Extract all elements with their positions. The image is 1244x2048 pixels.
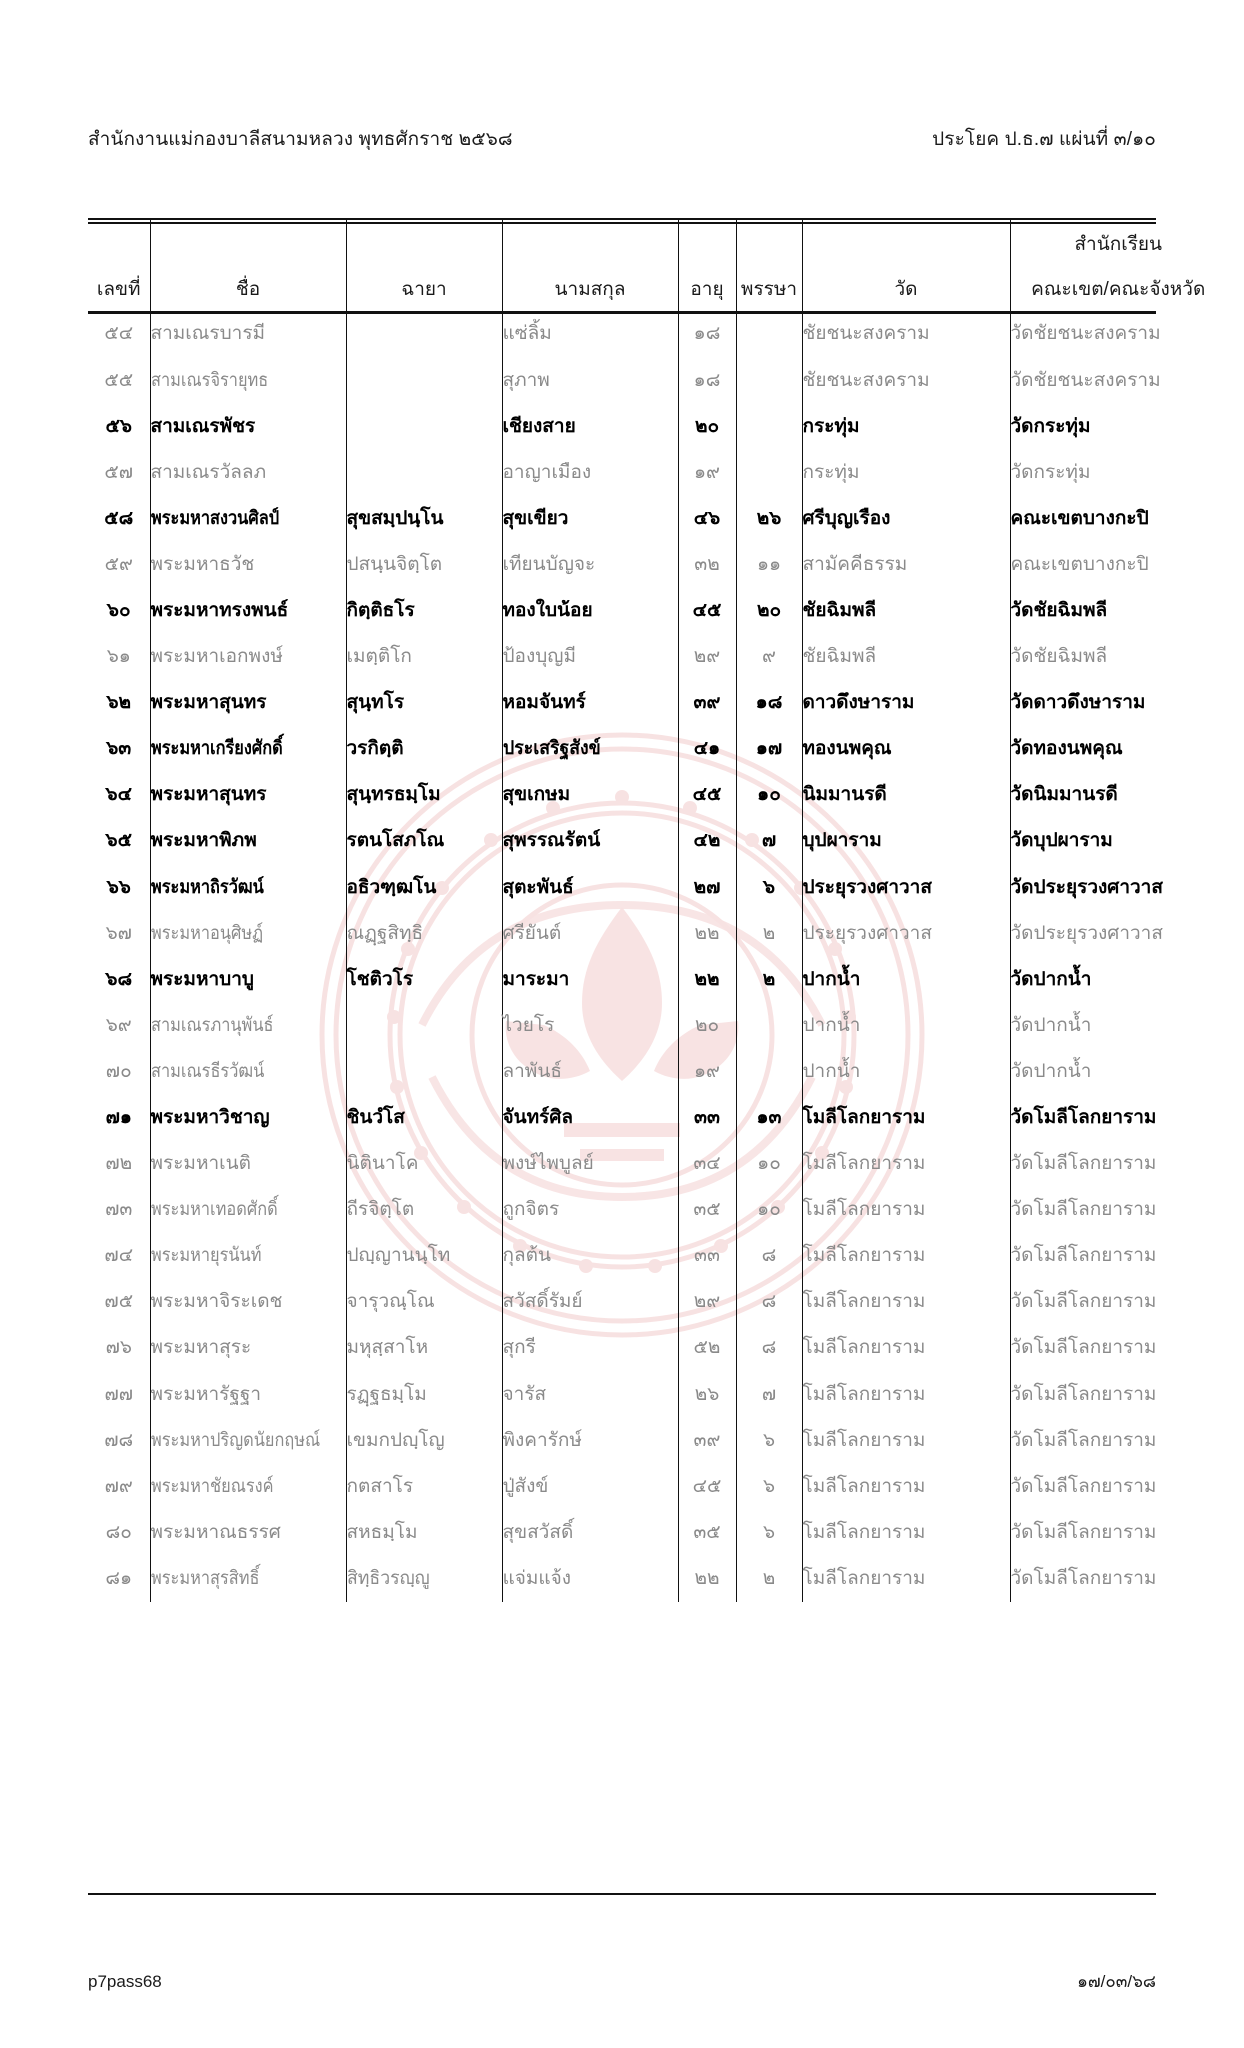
table-row	[88, 634, 1226, 680]
cell-chaya: วรกิตฺติ	[346, 726, 502, 772]
cell-surname-text: ประเสริฐสังข์	[502, 738, 601, 760]
table-row	[88, 772, 1226, 818]
cell-pansa: ๑๐	[736, 772, 802, 818]
cell-pansa: ๑๐	[736, 1141, 802, 1187]
cell-name-text: พระมหาถิรวัฒน์	[150, 876, 264, 898]
cell-temple: โมลีโลกยาราม	[802, 1325, 1010, 1371]
cell-temple: ชัยฉิมพลี	[802, 634, 1010, 680]
cell-pansa	[736, 1049, 802, 1095]
cell-surname: ถูกจิตร	[502, 1187, 678, 1233]
cell-name	[150, 726, 346, 772]
cell-chaya: โชติวโร	[346, 956, 502, 1002]
cell-name: พระมหาสุนทร	[150, 680, 346, 726]
cell-office: วัดโมลีโลกยาราม	[1010, 1509, 1226, 1555]
cell-pansa: ๑๗	[736, 726, 802, 772]
cell-temple: ศรีบุญเรือง	[802, 495, 1010, 541]
cell-age: ๔๑	[678, 726, 736, 772]
table-header-row	[88, 218, 1226, 311]
cell-office: วัดโมลีโลกยาราม	[1010, 1417, 1226, 1463]
cell-name-text: พระมหาชัยณรงค์	[150, 1475, 274, 1497]
cell-temple: สามัคคีธรรม	[802, 541, 1010, 587]
cell-age: ๓๓	[678, 1233, 736, 1279]
cell-surname: ทองใบน้อย	[502, 588, 678, 634]
cell-surname: ไวยโร	[502, 1002, 678, 1048]
cell-surname: กุลต้น	[502, 1233, 678, 1279]
cell-pansa	[736, 449, 802, 495]
column-header-surname	[502, 218, 678, 311]
cell-name	[150, 1187, 346, 1233]
cell-number: ๗๔	[88, 1233, 150, 1279]
cell-number: ๘๑	[88, 1556, 150, 1602]
cell-surname: สุกรี	[502, 1325, 678, 1371]
table-header-rule	[88, 311, 1156, 314]
cell-name: สามเณรบารมี	[150, 311, 346, 357]
cell-chaya: กตสาโร	[346, 1463, 502, 1509]
table-row	[88, 449, 1226, 495]
cell-age: ๔๕	[678, 772, 736, 818]
cell-name-text: สามเณรธีรวัฒน์	[150, 1060, 264, 1082]
cell-age: ๒๒	[678, 956, 736, 1002]
cell-number: ๕๔	[88, 311, 150, 357]
cell-name-text: พระมหาสงวนศิลป์	[150, 507, 279, 529]
table-row	[88, 910, 1226, 956]
cell-temple: โมลีโลกยาราม	[802, 1463, 1010, 1509]
cell-pansa: ๙	[736, 634, 802, 680]
cell-name	[150, 864, 346, 910]
cell-temple: ชัยฉิมพลี	[802, 588, 1010, 634]
cell-office: วัดโมลีโลกยาราม	[1010, 1279, 1226, 1325]
table-row	[88, 495, 1226, 541]
cell-office: วัดโมลีโลกยาราม	[1010, 1325, 1226, 1371]
cell-office: วัดปากน้ำ	[1010, 956, 1226, 1002]
cell-surname: สุภาพ	[502, 357, 678, 403]
cell-temple: ประยุรวงศาวาส	[802, 910, 1010, 956]
cell-age: ๔๖	[678, 495, 736, 541]
cell-name	[150, 1463, 346, 1509]
cell-age: ๓๕	[678, 1509, 736, 1555]
cell-surname: อาญาเมือง	[502, 449, 678, 495]
cell-number: ๘๐	[88, 1509, 150, 1555]
cell-name-text: พระมหาเทอดศักดิ์	[150, 1199, 278, 1221]
cell-pansa: ๑๐	[736, 1187, 802, 1233]
cell-office: วัดชัยชนะสงคราม	[1010, 357, 1226, 403]
cell-surname: หอมจันทร์	[502, 680, 678, 726]
cell-office: วัดโมลีโลกยาราม	[1010, 1463, 1226, 1509]
cell-office: วัดปากน้ำ	[1010, 1049, 1226, 1095]
cell-number: ๖๔	[88, 772, 150, 818]
cell-temple: ชัยชนะสงคราม	[802, 357, 1010, 403]
cell-name: สามเณรวัลลภ	[150, 449, 346, 495]
cell-age: ๓๙	[678, 680, 736, 726]
table-row	[88, 541, 1226, 587]
cell-surname: เชียงสาย	[502, 403, 678, 449]
cell-office: วัดประยุรวงศาวาส	[1010, 910, 1226, 956]
cell-age: ๒๙	[678, 634, 736, 680]
cell-pansa: ๖	[736, 1417, 802, 1463]
cell-number: ๗๓	[88, 1187, 150, 1233]
cell-chaya: เมตฺติโก	[346, 634, 502, 680]
cell-number: ๕๕	[88, 357, 150, 403]
cell-pansa: ๖	[736, 864, 802, 910]
table-row	[88, 357, 1226, 403]
column-header-office-top-label: สำนักเรียน	[1074, 233, 1163, 255]
cell-pansa	[736, 403, 802, 449]
results-table-container	[88, 218, 1206, 1602]
cell-chaya: ปญฺญานนฺโท	[346, 1233, 502, 1279]
cell-temple: โมลีโลกยาราม	[802, 1371, 1010, 1417]
table-row	[88, 1417, 1226, 1463]
results-table	[88, 218, 1226, 1602]
cell-temple: ทองนพคุณ	[802, 726, 1010, 772]
cell-age: ๑๘	[678, 311, 736, 357]
cell-temple: โมลีโลกยาราม	[802, 1509, 1010, 1555]
cell-name: พระมหาณธรรศ	[150, 1509, 346, 1555]
cell-number: ๗๗	[88, 1371, 150, 1417]
cell-name	[150, 495, 346, 541]
cell-age: ๒๒	[678, 910, 736, 956]
cell-number: ๕๗	[88, 449, 150, 495]
cell-name: พระมหารัฐฐา	[150, 1371, 346, 1417]
cell-surname: สุขสวัสดิ์	[502, 1509, 678, 1555]
cell-chaya	[346, 1049, 502, 1095]
cell-pansa: ๗	[736, 818, 802, 864]
cell-chaya: สุนฺทโร	[346, 680, 502, 726]
cell-surname	[502, 726, 678, 772]
cell-age: ๓๕	[678, 1187, 736, 1233]
cell-office: วัดโมลีโลกยาราม	[1010, 1187, 1226, 1233]
cell-pansa: ๖	[736, 1463, 802, 1509]
column-header-chaya-label: ฉายา	[401, 279, 447, 300]
cell-age: ๓๓	[678, 1095, 736, 1141]
cell-office: วัดโมลีโลกยาราม	[1010, 1095, 1226, 1141]
table-row	[88, 1325, 1226, 1371]
cell-chaya	[346, 1002, 502, 1048]
cell-temple: ปากน้ำ	[802, 956, 1010, 1002]
cell-name: พระมหาสุนทร	[150, 772, 346, 818]
cell-chaya	[346, 403, 502, 449]
cell-office: วัดชัยฉิมพลี	[1010, 634, 1226, 680]
table-head	[88, 218, 1226, 311]
cell-office: วัดทองนพคุณ	[1010, 726, 1226, 772]
cell-age: ๒๖	[678, 1371, 736, 1417]
cell-name: พระมหาเนติ	[150, 1141, 346, 1187]
cell-temple: ประยุรวงศาวาส	[802, 864, 1010, 910]
cell-temple: โมลีโลกยาราม	[802, 1095, 1010, 1141]
column-header-name-label: ชื่อ	[235, 279, 261, 300]
cell-pansa: ๑๑	[736, 541, 802, 587]
footer-file-label: p7pass68	[88, 1971, 162, 1991]
cell-name: พระมหาจิระเดช	[150, 1279, 346, 1325]
cell-number: ๖๓	[88, 726, 150, 772]
cell-pansa: ๒๖	[736, 495, 802, 541]
table-row	[88, 1509, 1226, 1555]
cell-chaya: ปสนฺนจิตฺโต	[346, 541, 502, 587]
cell-name	[150, 1556, 346, 1602]
cell-surname: เทียนบัญจะ	[502, 541, 678, 587]
cell-temple: ดาวดึงษาราม	[802, 680, 1010, 726]
table-row	[88, 956, 1226, 1002]
cell-pansa	[736, 311, 802, 357]
cell-office: วัดปากน้ำ	[1010, 1002, 1226, 1048]
cell-pansa: ๒	[736, 910, 802, 956]
cell-temple: บุปผาราม	[802, 818, 1010, 864]
cell-number: ๗๘	[88, 1417, 150, 1463]
cell-chaya: ณฏฺฐสิทฺธิ	[346, 910, 502, 956]
cell-pansa: ๗	[736, 1371, 802, 1417]
cell-temple: โมลีโลกยาราม	[802, 1233, 1010, 1279]
cell-office: วัดดาวดึงษาราม	[1010, 680, 1226, 726]
cell-chaya: ชินวํโส	[346, 1095, 502, 1141]
cell-name	[150, 1002, 346, 1048]
cell-surname: ศรียันต์	[502, 910, 678, 956]
cell-office: วัดโมลีโลกยาราม	[1010, 1233, 1226, 1279]
cell-surname: สุขเขียว	[502, 495, 678, 541]
table-row	[88, 1002, 1226, 1048]
cell-chaya	[346, 449, 502, 495]
cell-pansa	[736, 357, 802, 403]
cell-number: ๖๕	[88, 818, 150, 864]
cell-chaya: รตนโสภโณ	[346, 818, 502, 864]
cell-chaya: มหุสฺสาโห	[346, 1325, 502, 1371]
cell-pansa: ๑๓	[736, 1095, 802, 1141]
cell-name: พระมหาสุระ	[150, 1325, 346, 1371]
cell-name-text: พระมหาเกรียงศักดิ์	[150, 738, 283, 760]
cell-number: ๖๑	[88, 634, 150, 680]
cell-office: วัดประยุรวงศาวาส	[1010, 864, 1226, 910]
cell-surname: มาระมา	[502, 956, 678, 1002]
running-head-left: สำนักงานแม่กองบาลีสนามหลวง พุทธศักราช ๒๕๖๘	[88, 129, 513, 150]
table-row	[88, 588, 1226, 634]
cell-temple: โมลีโลกยาราม	[802, 1417, 1010, 1463]
cell-name	[150, 357, 346, 403]
cell-office: วัดบุปผาราม	[1010, 818, 1226, 864]
cell-office: วัดชัยฉิมพลี	[1010, 588, 1226, 634]
cell-age: ๒๙	[678, 1279, 736, 1325]
cell-age: ๓๙	[678, 1417, 736, 1463]
cell-name-text: พระมหายุรนันท์	[150, 1245, 262, 1267]
cell-name-text: พระมหาปริญดนัยกฤษณ์	[150, 1429, 320, 1451]
table-row	[88, 1463, 1226, 1509]
cell-chaya	[346, 311, 502, 357]
cell-age: ๓๒	[678, 541, 736, 587]
column-header-office-label: คณะเขต/คณะจังหวัด	[1031, 279, 1206, 301]
cell-temple: ชัยชนะสงคราม	[802, 311, 1010, 357]
cell-age: ๔๕	[678, 588, 736, 634]
cell-surname: พงษ์ไพบูลย์	[502, 1141, 678, 1187]
cell-number: ๖๐	[88, 588, 150, 634]
table-body	[88, 311, 1226, 1602]
cell-temple: กระทุ่ม	[802, 403, 1010, 449]
cell-name-text: สามเณรจิรายุทธ	[150, 369, 268, 391]
cell-age: ๓๔	[678, 1141, 736, 1187]
table-row	[88, 403, 1226, 449]
cell-name	[150, 1049, 346, 1095]
cell-number: ๕๖	[88, 403, 150, 449]
cell-surname: สุพรรณรัตน์	[502, 818, 678, 864]
column-header-pansa	[736, 218, 802, 311]
cell-chaya: รฏฺฐธมฺโม	[346, 1371, 502, 1417]
cell-office: วัดโมลีโลกยาราม	[1010, 1556, 1226, 1602]
table-row	[88, 1187, 1226, 1233]
cell-name: สามเณรพัชร	[150, 403, 346, 449]
cell-age: ๒๗	[678, 864, 736, 910]
cell-name	[150, 1233, 346, 1279]
cell-pansa: ๖	[736, 1509, 802, 1555]
cell-temple: โมลีโลกยาราม	[802, 1556, 1010, 1602]
cell-temple: ปากน้ำ	[802, 1049, 1010, 1095]
running-head-right: ประโยค ป.ธ.๗ แผ่นที่ ๓/๑๐	[932, 129, 1156, 150]
cell-office: วัดโมลีโลกยาราม	[1010, 1141, 1226, 1187]
cell-temple: ปากน้ำ	[802, 1002, 1010, 1048]
table-row	[88, 726, 1226, 772]
cell-number: ๖๙	[88, 1002, 150, 1048]
cell-pansa: ๘	[736, 1233, 802, 1279]
cell-name-text: พระมหาอนุศิษฏ์	[150, 922, 263, 944]
cell-pansa: ๑๘	[736, 680, 802, 726]
table-row	[88, 1279, 1226, 1325]
cell-chaya: สหธมฺโม	[346, 1509, 502, 1555]
cell-surname: สวัสดิ์รัมย์	[502, 1279, 678, 1325]
cell-chaya: สุขสมฺปนฺโน	[346, 495, 502, 541]
table-bottom-rule	[88, 1893, 1156, 1895]
cell-name: พระมหาทรงพนธ์	[150, 588, 346, 634]
table-row	[88, 1371, 1226, 1417]
cell-name	[150, 910, 346, 956]
cell-name: พระมหาเอกพงษ์	[150, 634, 346, 680]
cell-pansa: ๘	[736, 1325, 802, 1371]
cell-temple: นิมมานรดี	[802, 772, 1010, 818]
cell-surname: ป้องบุญมี	[502, 634, 678, 680]
column-header-age-label: อายุ	[690, 279, 724, 300]
cell-age: ๑๙	[678, 1049, 736, 1095]
cell-surname: แซ่ลิ้ม	[502, 311, 678, 357]
cell-number: ๗๖	[88, 1325, 150, 1371]
cell-chaya: จารุวณฺโณ	[346, 1279, 502, 1325]
cell-number: ๗๐	[88, 1049, 150, 1095]
cell-surname: จารัส	[502, 1371, 678, 1417]
cell-number: ๗๕	[88, 1279, 150, 1325]
cell-age: ๒๐	[678, 403, 736, 449]
table-top-double-rule	[88, 218, 1156, 224]
cell-surname: ลาพันธ์	[502, 1049, 678, 1095]
cell-chaya: กิตฺติธโร	[346, 588, 502, 634]
cell-age: ๑๘	[678, 357, 736, 403]
page-footer	[0, 1968, 1244, 1995]
cell-age: ๑๙	[678, 449, 736, 495]
cell-office: คณะเขตบางกะปิ	[1010, 541, 1226, 587]
table-row	[88, 1233, 1226, 1279]
running-head	[0, 122, 1244, 156]
cell-age: ๕๒	[678, 1325, 736, 1371]
table-row	[88, 1556, 1226, 1602]
column-header-number-label: เลขที่	[96, 279, 141, 300]
cell-surname: จันทร์ศิล	[502, 1095, 678, 1141]
cell-office: วัดกระทุ่ม	[1010, 449, 1226, 495]
cell-name	[150, 1417, 346, 1463]
cell-surname: สุตะพันธ์	[502, 864, 678, 910]
cell-temple: โมลีโลกยาราม	[802, 1141, 1010, 1187]
cell-number: ๕๙	[88, 541, 150, 587]
cell-chaya: นิตินาโค	[346, 1141, 502, 1187]
cell-age: ๔๒	[678, 818, 736, 864]
cell-age: ๒๐	[678, 1002, 736, 1048]
cell-office: วัดชัยชนะสงคราม	[1010, 311, 1226, 357]
cell-name: พระมหาพิภพ	[150, 818, 346, 864]
column-header-pansa-label: พรรษา	[740, 279, 798, 300]
cell-number: ๗๒	[88, 1141, 150, 1187]
cell-name-text: สามเณรภานุพันธ์	[150, 1014, 273, 1036]
cell-number: ๗๙	[88, 1463, 150, 1509]
cell-chaya	[346, 357, 502, 403]
cell-chaya-text: สิทฺธิวรญฺญู	[346, 1567, 430, 1589]
column-header-temple	[802, 218, 1010, 311]
footer-date: ๑๗/๐๓/๖๘	[1077, 1972, 1156, 1991]
cell-surname: ปู่สังข์	[502, 1463, 678, 1509]
cell-office: วัดนิมมานรดี	[1010, 772, 1226, 818]
table-row	[88, 680, 1226, 726]
column-header-office	[1010, 218, 1226, 311]
cell-surname: พิงคารักษ์	[502, 1417, 678, 1463]
cell-office: วัดกระทุ่ม	[1010, 403, 1226, 449]
cell-temple: โมลีโลกยาราม	[802, 1279, 1010, 1325]
cell-pansa: ๒๐	[736, 588, 802, 634]
cell-chaya	[346, 1556, 502, 1602]
column-header-temple-label: วัด	[894, 279, 918, 300]
table-row	[88, 864, 1226, 910]
cell-name: พระมหาธวัช	[150, 541, 346, 587]
cell-surname: สุขเกษม	[502, 772, 678, 818]
cell-chaya: ถีรจิตฺโต	[346, 1187, 502, 1233]
cell-office: คณะเขตบางกะปิ	[1010, 495, 1226, 541]
cell-number: ๖๖	[88, 864, 150, 910]
cell-number: ๕๘	[88, 495, 150, 541]
cell-pansa	[736, 1002, 802, 1048]
cell-number: ๖๒	[88, 680, 150, 726]
cell-temple: กระทุ่ม	[802, 449, 1010, 495]
table-row	[88, 1049, 1226, 1095]
column-header-name	[150, 218, 346, 311]
cell-name: พระมหาบาบู	[150, 956, 346, 1002]
cell-chaya: เขมกปญฺโญ	[346, 1417, 502, 1463]
cell-age: ๒๒	[678, 1556, 736, 1602]
table-row	[88, 1095, 1226, 1141]
cell-number: ๗๑	[88, 1095, 150, 1141]
cell-number: ๖๗	[88, 910, 150, 956]
column-header-number	[88, 218, 150, 311]
cell-pansa: ๒	[736, 956, 802, 1002]
cell-age: ๔๕	[678, 1463, 736, 1509]
cell-name-text: พระมหาสุรสิทธิ์	[150, 1567, 260, 1589]
table-row	[88, 818, 1226, 864]
cell-pansa: ๒	[736, 1556, 802, 1602]
column-header-age	[678, 218, 736, 311]
cell-pansa: ๘	[736, 1279, 802, 1325]
cell-office: วัดโมลีโลกยาราม	[1010, 1371, 1226, 1417]
column-header-surname-label: นามสกุล	[554, 279, 626, 300]
cell-number: ๖๘	[88, 956, 150, 1002]
cell-chaya: อธิวฑฺฒโน	[346, 864, 502, 910]
column-header-chaya	[346, 218, 502, 311]
cell-surname: แจ่มแจ้ง	[502, 1556, 678, 1602]
cell-name: พระมหาวิชาญ	[150, 1095, 346, 1141]
table-row	[88, 311, 1226, 357]
table-row	[88, 1141, 1226, 1187]
cell-chaya: สุนฺทรธมฺโม	[346, 772, 502, 818]
cell-temple: โมลีโลกยาราม	[802, 1187, 1010, 1233]
